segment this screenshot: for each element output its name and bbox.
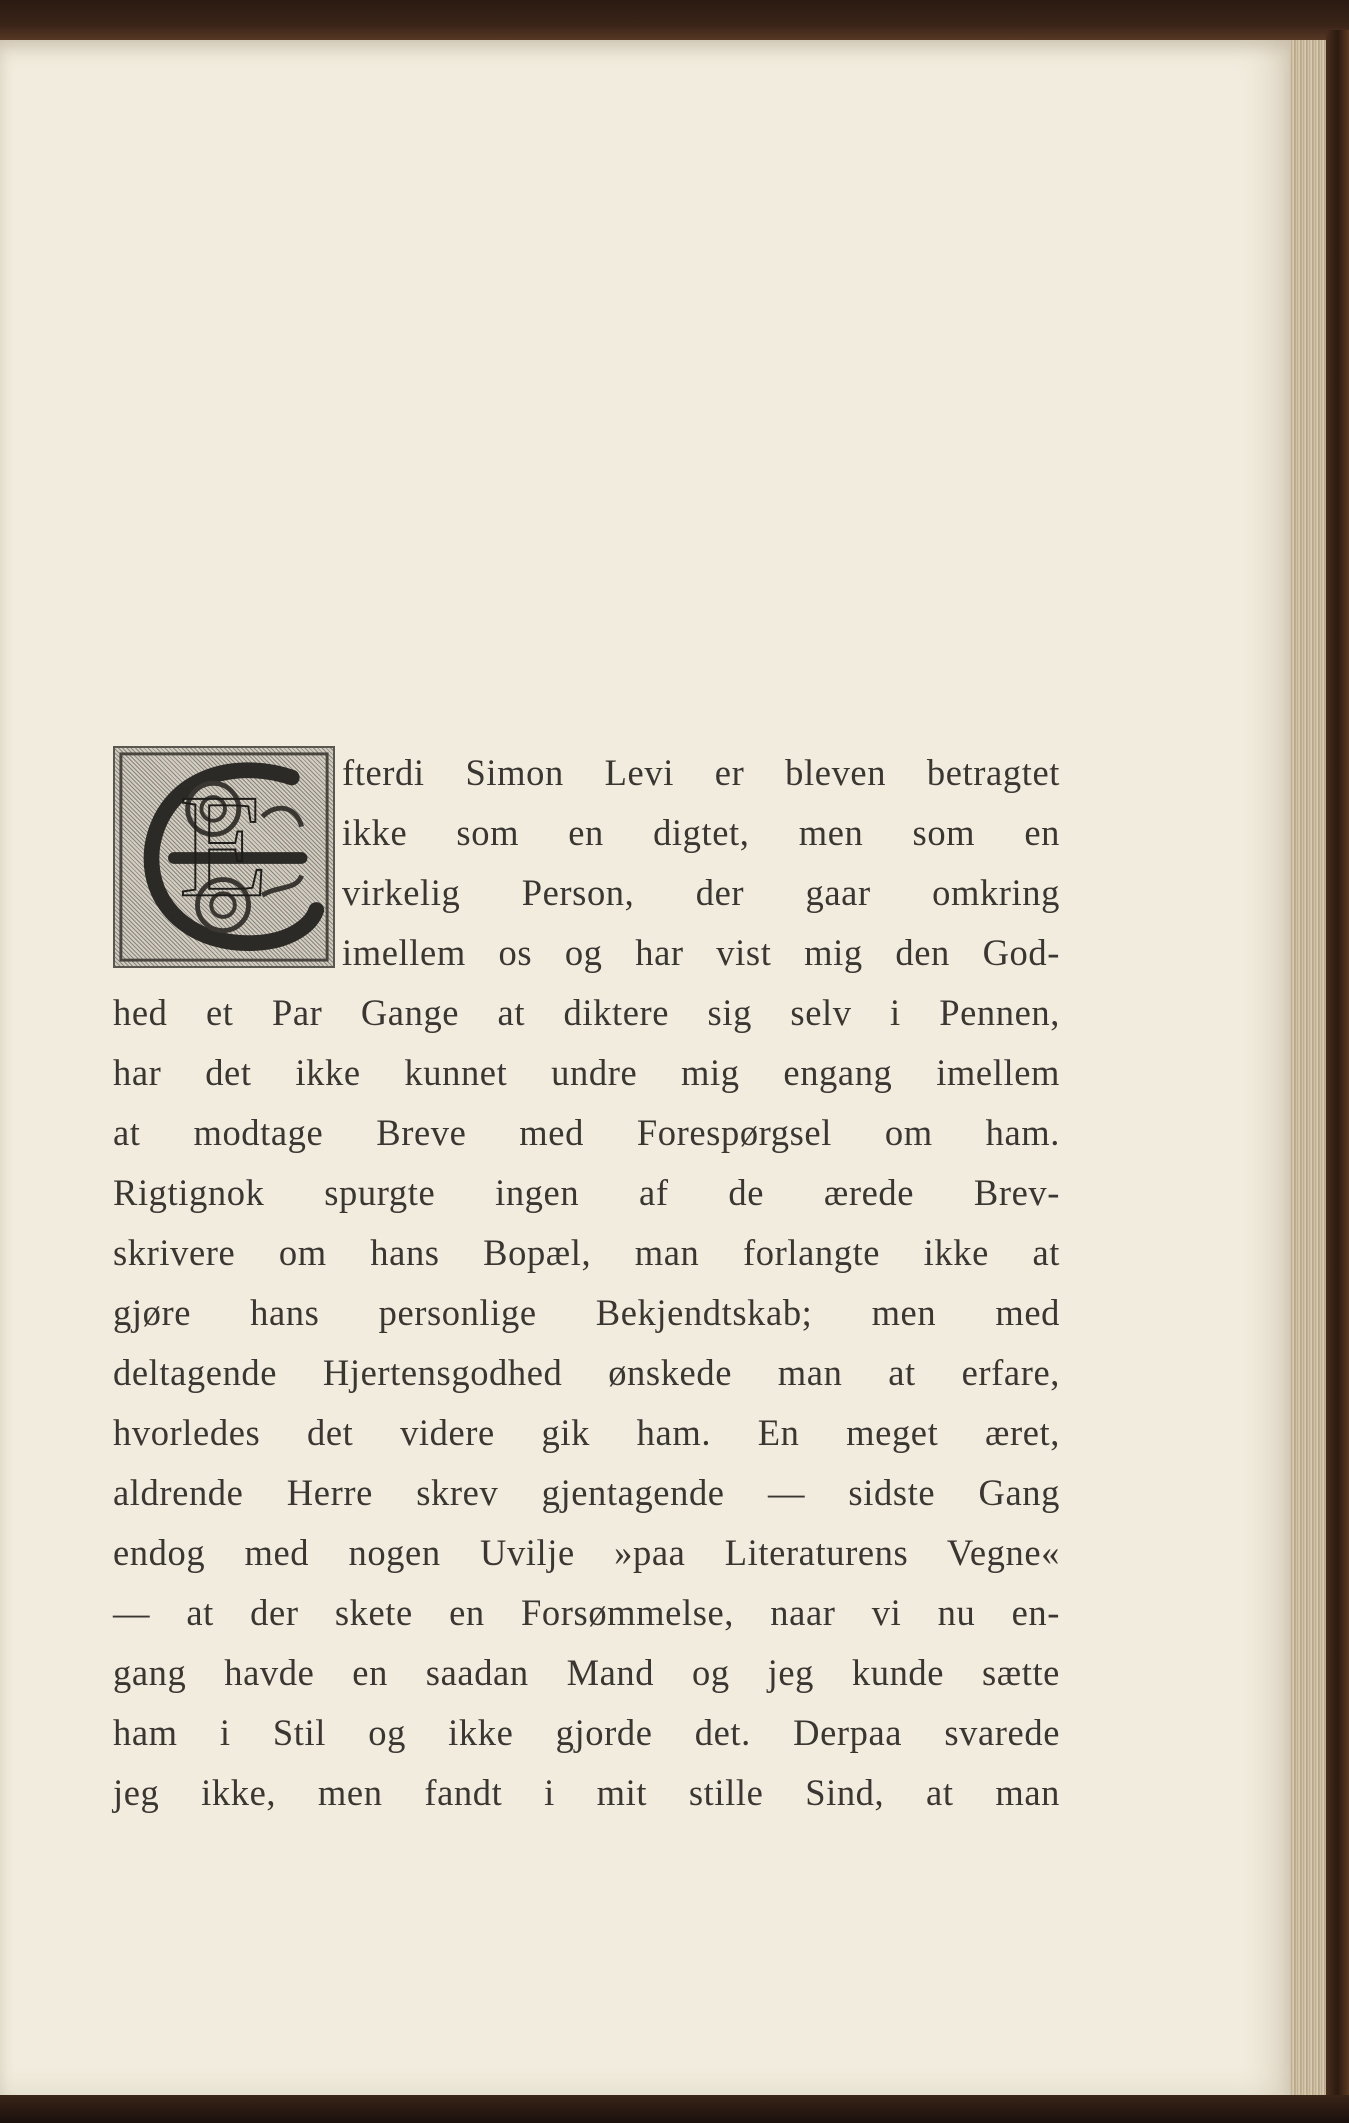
text-line-18: jeg ikke, men fandt i mit stille Sind, at man	[113, 1772, 1060, 1813]
text-line-17: ham i Stil og ikke gjorde det. Derpaa svarede	[113, 1712, 1060, 1753]
text-line-3: virkelig Person, der gaar omkring	[342, 872, 1060, 913]
book-top-edge	[0, 0, 1349, 42]
text-line-11: deltagende Hjertensgodhed ønskede man at erfare,	[113, 1352, 1060, 1393]
text-line-12: hvorledes det videre gik ham. En meget æret,	[113, 1412, 1060, 1453]
text-line-7: at modtage Breve med Forespørgsel om ham.	[113, 1112, 1060, 1153]
page-stack-edge	[1290, 40, 1326, 2098]
drop-cap-initial	[113, 746, 335, 968]
text-line-4: imellem os og har vist mig den God-	[342, 932, 1060, 973]
drop-cap-letter: E	[178, 764, 270, 928]
text-line-13: aldrende Herre skrev gjentagende — sidste Gang	[113, 1472, 1060, 1513]
text-line-6: har det ikke kunnet undre mig engang imellem	[113, 1052, 1060, 1093]
text-line-9: skrivere om hans Bopæl, man forlangte ikke at	[113, 1232, 1060, 1273]
text-line-1: fterdi Simon Levi er bleven betragtet	[342, 752, 1060, 793]
book-bottom-edge	[0, 2095, 1349, 2123]
text-line-14: endog med nogen Uvilje »paa Literaturens Vegne«	[113, 1532, 1060, 1573]
text-line-10: gjøre hans personlige Bekjendtskab; men med	[113, 1292, 1060, 1333]
book-cover-edge	[1326, 30, 1349, 2105]
ornament-icon	[115, 748, 333, 966]
text-line-8: Rigtignok spurgte ingen af de ærede Brev-	[113, 1172, 1060, 1213]
text-line-2: ikke som en digtet, men som en	[342, 812, 1060, 853]
text-line-15: — at der skete en Forsømmelse, naar vi nu en-	[113, 1592, 1060, 1633]
text-line-16: gang havde en saadan Mand og jeg kunde sætte	[113, 1652, 1060, 1693]
text-line-5: hed et Par Gange at diktere sig selv i Pennen,	[113, 992, 1060, 1033]
